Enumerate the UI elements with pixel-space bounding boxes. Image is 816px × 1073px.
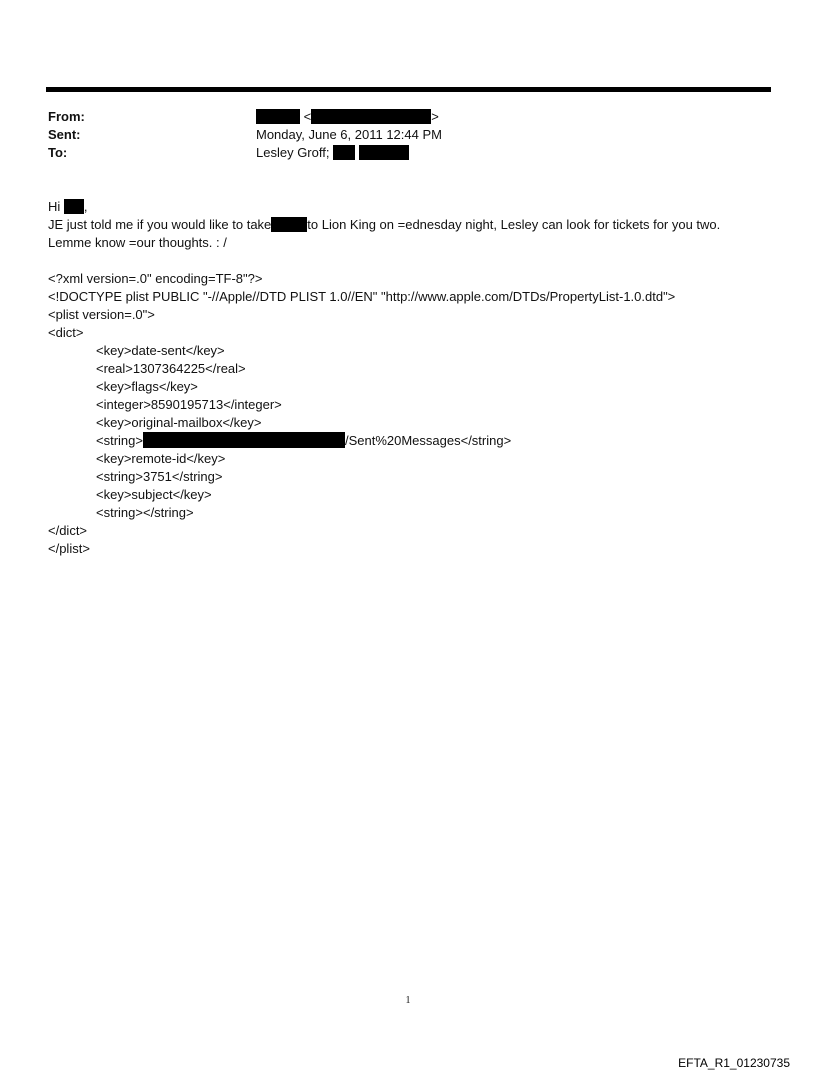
greeting-comma: ,: [83, 199, 88, 214]
sent-value: Monday, June 6, 2011 12:44 PM: [256, 127, 442, 142]
plist-block: [48, 270, 778, 558]
xml-line: <key>flags</key>: [96, 379, 198, 394]
page-number: 1: [405, 995, 411, 1006]
from-gt: >: [431, 109, 439, 124]
xml-line: <string></string>: [96, 505, 194, 520]
top-rule: [46, 87, 771, 92]
message-body: [48, 198, 778, 252]
redaction-block: [333, 145, 355, 160]
xml-line: <real>1307364225</real>: [96, 361, 246, 376]
to-recipient: Lesley Groff;: [256, 145, 330, 160]
xml-line: <key>original-mailbox</key>: [96, 415, 262, 430]
xml-string-open: <string>: [96, 433, 143, 448]
message-line-1: [48, 216, 778, 234]
xml-line: <?xml version=.0" encoding=TF-8"?>: [48, 271, 263, 286]
message-line-1a: JE just told me if you would like to take: [48, 217, 272, 232]
email-header: [48, 108, 768, 162]
xml-line: <plist version=.0">: [48, 307, 155, 322]
sent-label: Sent:: [48, 127, 81, 142]
xml-line: <dict>: [48, 325, 84, 340]
xml-line: <key>date-sent</key>: [96, 343, 225, 358]
sent-row: [48, 126, 768, 144]
xml-line: <!DOCTYPE plist PUBLIC "-//Apple//DTD PLIST 1.0//EN" "http://www.apple.com/DTDs/PropertyList-1.0.dtd">: [48, 289, 676, 304]
message-line-1b: to Lion King on =ednesday night, Lesley can look for tickets for you two.: [307, 217, 721, 232]
redaction-block: [311, 109, 431, 124]
xml-line: [48, 432, 778, 450]
redaction-block: [64, 199, 84, 214]
to-row: [48, 144, 768, 162]
document-id: EFTA_R1_01230735: [678, 1056, 790, 1070]
xml-line: <key>remote-id</key>: [96, 451, 226, 466]
from-row: [48, 108, 768, 126]
redaction-block: [256, 109, 300, 124]
xml-line: </plist>: [48, 541, 90, 556]
xml-string-close: /Sent%20Messages</string>: [344, 433, 512, 448]
xml-line: <string>3751</string>: [96, 469, 223, 484]
xml-line: </dict>: [48, 523, 88, 538]
to-label: To:: [48, 145, 68, 160]
redaction-block: [359, 145, 409, 160]
greeting-line: [48, 198, 778, 216]
redaction-block: [271, 217, 307, 232]
message-line-2: Lemme know =our thoughts. : /: [48, 235, 227, 250]
redaction-block: [143, 432, 345, 448]
xml-line: <integer>8590195713</integer>: [96, 397, 282, 412]
greeting-text: Hi: [48, 199, 61, 214]
to-value: [256, 144, 409, 162]
from-lt: <: [303, 109, 312, 124]
xml-line: <key>subject</key>: [96, 487, 212, 502]
from-value: [256, 108, 439, 126]
from-label: From:: [48, 109, 85, 124]
